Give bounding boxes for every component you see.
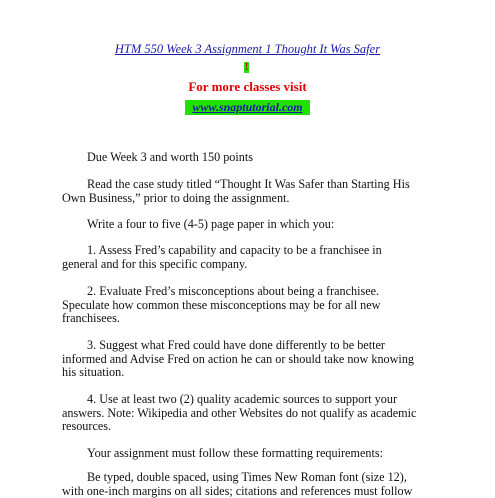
format-paragraph bbox=[62, 447, 442, 461]
item-4-line-2: answers. Note: Wikipedia and other Websites do not qualify as academic bbox=[62, 407, 442, 421]
highlight-mark: ! bbox=[244, 62, 249, 73]
item-2-line-2: Speculate how common these misconceptions may be for all new bbox=[62, 299, 442, 313]
item-1-line-2: general and for this specific company. bbox=[62, 258, 442, 272]
item-2-line-3: franchisees. bbox=[62, 312, 442, 326]
item-2-line-1: 2. Evaluate Fred’s misconceptions about being a franchisee. bbox=[62, 285, 442, 299]
item-4-paragraph bbox=[62, 393, 442, 434]
item-1-line-1: 1. Assess Fred’s capability and capacity to be a franchisee in bbox=[62, 244, 442, 258]
due-line: Due Week 3 and worth 150 points bbox=[62, 151, 442, 165]
typed-line-2: with one-inch margins on all sides; citations and references must follow bbox=[62, 485, 442, 498]
assignment-title-link[interactable]: HTM 550 Week 3 Assignment 1 Thought It Was Safer bbox=[0, 42, 495, 57]
item-2-paragraph bbox=[62, 285, 442, 326]
item-3-line-1: 3. Suggest what Fred could have done differently to be better bbox=[62, 339, 442, 353]
item-4-line-1: 4. Use at least two (2) quality academic sources to support your bbox=[62, 393, 442, 407]
typed-line-1: Be typed, double spaced, using Times New Roman font (size 12), bbox=[62, 471, 442, 485]
typed-paragraph bbox=[62, 471, 442, 498]
read-case-line-2: Own Business,” prior to doing the assignment. bbox=[62, 192, 442, 206]
item-3-line-2: informed and Advise Fred on action he can or should take now knowing bbox=[62, 353, 442, 367]
write-paragraph bbox=[62, 218, 442, 232]
read-case-paragraph bbox=[62, 178, 442, 205]
write-line: Write a four to five (4-5) page paper in which you: bbox=[62, 218, 442, 232]
item-1-paragraph bbox=[62, 244, 442, 271]
website-link[interactable]: www.snaptutorial.com bbox=[185, 100, 310, 115]
item-3-paragraph bbox=[62, 339, 442, 380]
item-3-line-3: his situation. bbox=[62, 366, 442, 380]
item-4-line-3: resources. bbox=[62, 420, 442, 434]
promo-text: For more classes visit bbox=[0, 79, 495, 95]
read-case-line-1: Read the case study titled “Thought It Was Safer than Starting His bbox=[62, 178, 442, 192]
due-paragraph bbox=[62, 151, 442, 165]
format-line: Your assignment must follow these formatting requirements: bbox=[62, 447, 442, 461]
